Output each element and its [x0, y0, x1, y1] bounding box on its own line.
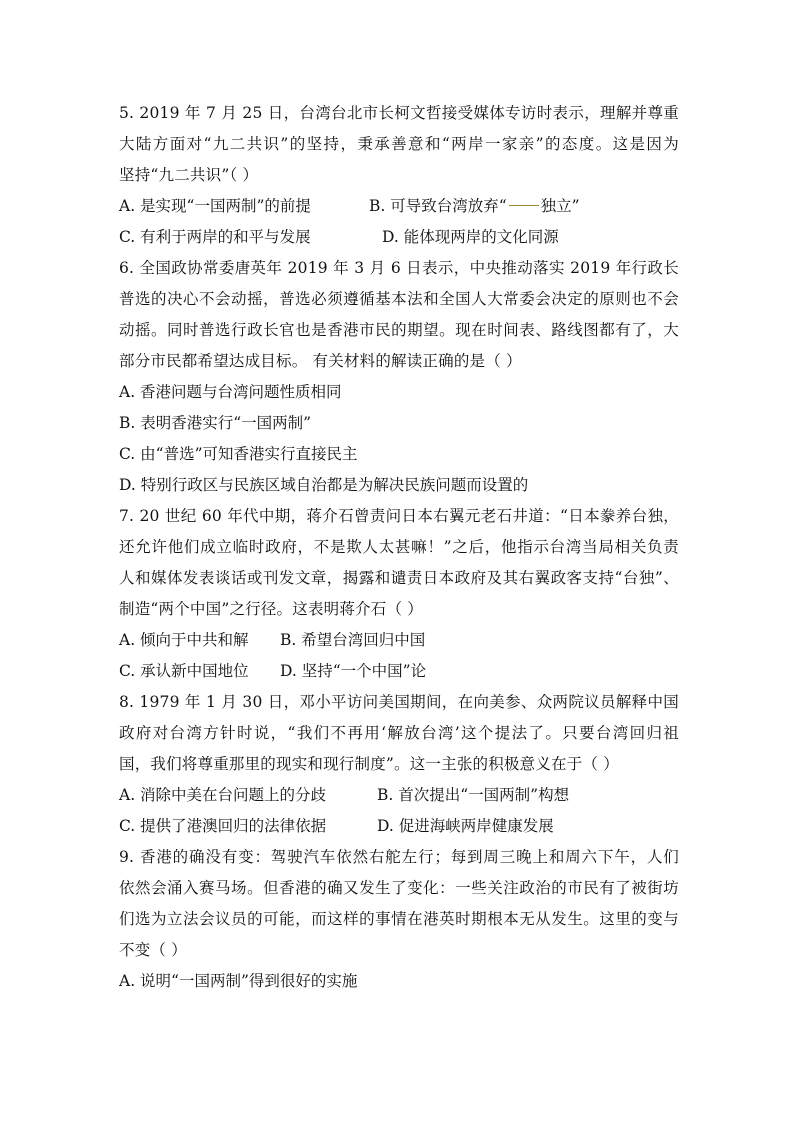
question-stem-line: 国，我们将尊重那里的现实和现行制度”。这一主张的积极意义在于（ ） [119, 755, 619, 773]
option-c[interactable]: C. 承认新中国地位 [119, 662, 249, 680]
option-d[interactable]: D. 坚持“一个中国”论 [280, 662, 427, 680]
question-6 [119, 253, 679, 501]
question-stem-line: 不变（ ） [119, 941, 187, 959]
option-a[interactable]: A. 倾向于中共和解 [119, 631, 249, 649]
question-stem-line: 8. 1979 年 1 月 30 日，邓小平访问美国期间，在向美参、众两院议员解释中国 [119, 693, 679, 711]
question-stem-line: 们选为立法会议员的可能，而这样的事情在港英时期根本无从发生。这里的变与 [119, 910, 679, 928]
question-stem-line: 坚持“九二共识”（ ） [119, 166, 259, 184]
option-c[interactable]: C. 有利于两岸的和平与发展 [119, 228, 311, 246]
question-stem-line: 5. 2019 年 7 月 25 日，台湾台北市长柯文哲接受媒体专访时表示，理解并尊重 [119, 104, 679, 122]
option-row [119, 191, 679, 222]
option-a[interactable]: A. 消除中美在台问题上的分歧 [119, 786, 327, 804]
question-stem-line: 部分市民都希望达成目标。 有关材料的解读正确的是（ ） [119, 352, 522, 370]
question-stem-line: 9. 香港的确没有变：驾驶汽车依然右舵左行；每到周三晚上和周六下午，人们 [119, 848, 679, 866]
option-a[interactable]: A. 香港问题与台湾问题性质相同 [119, 383, 342, 401]
underline-dash-mark [509, 205, 539, 206]
option-d[interactable]: D. 能体现两岸的文化同源 [382, 228, 559, 246]
option-b-text-end: 独立” [540, 197, 580, 215]
option-c[interactable]: C. 提供了港澳回归的法律依据 [119, 817, 327, 835]
question-7 [119, 501, 679, 687]
question-stem-line: 7. 20 世纪 60 年代中期，蒋介石曾责问日本右翼元老石井道：“日本豢养台独， [119, 507, 679, 525]
question-stem-line: 普选的决心不会动摇，普选必须遵循基本法和全国人大常委会决定的原则也不会 [119, 290, 679, 308]
option-b[interactable] [369, 191, 580, 222]
option-d[interactable]: D. 促进海峡两岸健康发展 [377, 817, 554, 835]
question-stem-line: 人和媒体发表谈话或刊发文章，揭露和谴责日本政府及其右翼政客支持“台独”、 [119, 569, 679, 587]
question-stem-line: 制造“两个中国”之行径。这表明蒋介石（ ） [119, 600, 423, 618]
option-d[interactable]: D. 特别行政区与民族区域自治都是为解决民族问题而设置的 [119, 476, 529, 494]
option-b[interactable]: B. 希望台湾回归中国 [280, 631, 426, 649]
question-stem-line: 动摇。同时普选行政长官也是香港市民的期望。现在时间表、路线图都有了，大 [119, 321, 679, 339]
question-stem-line: 政府对台湾方针时说，“我们不再用‘解放台湾’这个提法了。只要台湾回归祖 [119, 724, 679, 742]
question-stem-line: 大陆方面对“九二共识”的坚持，秉承善意和“两岸一家亲”的态度。这是因为 [119, 135, 679, 153]
option-a[interactable]: A. 说明“一国两制”得到很好的实施 [119, 972, 358, 990]
option-b[interactable]: B. 表明香港实行“一国两制” [119, 414, 312, 432]
question-stem-line: 6. 全国政协常委唐英年 2019 年 3 月 6 日表示，中央推动落实 2019 年行政长 [119, 259, 679, 277]
option-b[interactable]: B. 首次提出“一国两制”构想 [377, 786, 570, 804]
option-b-text: B. 可导致台湾放弃“ [369, 197, 507, 215]
question-list [119, 98, 679, 997]
option-row [119, 780, 679, 811]
option-row [119, 625, 679, 656]
option-a[interactable]: A. 是实现“一国两制”的前提 [119, 197, 311, 215]
option-row [119, 811, 679, 842]
question-9 [119, 842, 679, 997]
option-row [119, 656, 679, 687]
option-row [119, 222, 679, 253]
question-5 [119, 98, 679, 253]
question-stem-line: 依然会涌入赛马场。但香港的确又发生了变化：一些关注政治的市民有了被街坊 [119, 879, 679, 897]
question-stem-line: 还允许他们成立临时政府，不是欺人太甚嘛！”之后，他指示台湾当局相关负责 [119, 538, 679, 556]
question-8 [119, 687, 679, 842]
option-c[interactable]: C. 由“普选”可知香港实行直接民主 [119, 445, 358, 463]
